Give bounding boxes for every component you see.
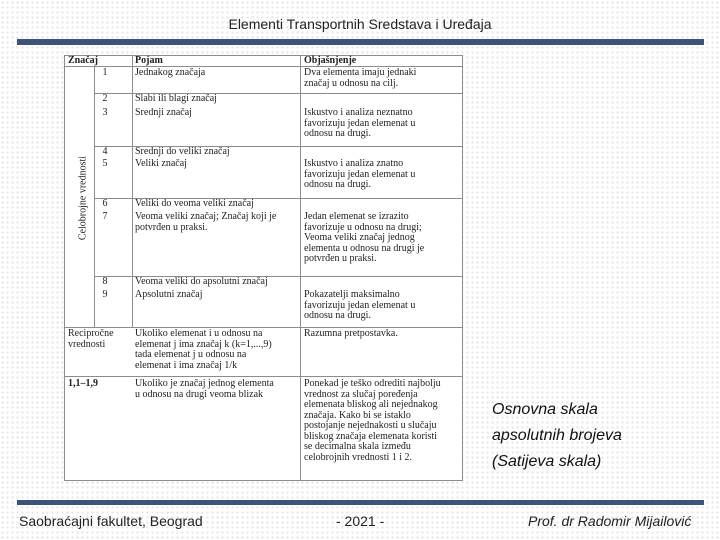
- row-term: Veoma veliki značaj; Značaj koji je potvrđen u praksi.: [135, 211, 277, 233]
- row-term: Veliki do veoma veliki značaj: [135, 198, 254, 209]
- row-explanation: Pokazatelji maksimalno favorizuju jedan elemenat u odnosu na drugi.: [304, 289, 416, 321]
- row-term: Veliki značaj: [135, 158, 187, 169]
- row-group-label: [76, 153, 90, 243]
- decimal-explanation: Ponekad je teško odrediti najbolju vrednost za slučaj poređenja elemenata bliskog ali nejednakog značaja. Kako bi se istaklo postojanje nejednakosti u slučaju bliskog značaja elemenata koristi se decimalna skala između celobrojnih vrednosti 1 i 2.: [304, 378, 441, 463]
- col-header-importance: Značaj: [68, 55, 98, 66]
- scale-caption: [492, 397, 692, 475]
- scale-caption-line: (Satijeva skala): [492, 453, 602, 470]
- slide-title: Elementi Transportnih Sredstava i Uređaja: [228, 16, 492, 32]
- col-header-term: Pojam: [135, 55, 163, 66]
- row-number: 3: [102, 107, 108, 118]
- scale-caption-line: Osnovna skala: [492, 401, 598, 418]
- row-explanation: Iskustvo i analiza znatno favorizuju jedan elemenat u odnosu na drugi.: [304, 158, 416, 190]
- top-divider-bar: [17, 39, 704, 45]
- table-rule: [132, 55, 133, 327]
- row-number: 1: [102, 67, 108, 78]
- row-explanation: Jedan elemenat se izrazito favorizuje u odnosu na drugi; Veoma veliki značaj jednog elementa u odnosu na drugi je potvrđen u praksi.: [304, 211, 425, 264]
- row-term: Slabi ili blagi značaj: [135, 93, 217, 104]
- row-number: 8: [102, 276, 108, 287]
- row-explanation: Dva elementa imaju jednaki značaj u odnosu na cilj.: [304, 67, 417, 89]
- row-number: 2: [102, 93, 108, 104]
- row-group-label-text: Celobrojne vrednosti: [77, 155, 89, 241]
- table-rule: [64, 376, 463, 377]
- footer-faculty: Saobraćajni fakultet, Beograd: [19, 513, 203, 529]
- row-number: 6: [102, 198, 108, 209]
- row-number: 7: [102, 211, 108, 222]
- row-number: 4: [102, 146, 108, 157]
- footer-year: - 2021 -: [336, 513, 385, 529]
- row-term: Apsolutni značaj: [135, 289, 203, 300]
- reciprocal-label: Recipročne vrednosti: [68, 328, 114, 350]
- footer-author: Prof. dr Radomir Mijailović: [528, 513, 692, 529]
- table-rule: [300, 55, 301, 481]
- decimal-label: 1,1–1,9: [68, 378, 98, 389]
- row-term: Srednji do veliki značaj: [135, 146, 230, 157]
- row-term: Srednji značaj: [135, 107, 192, 118]
- reciprocal-explanation: Razumna pretpostavka.: [304, 328, 398, 339]
- table-rule: [64, 327, 463, 328]
- row-number: 9: [102, 289, 108, 300]
- col-header-explanation: Objašnjenje: [304, 55, 357, 66]
- row-term: Veoma veliki do apsolutni značaj: [135, 276, 268, 287]
- row-explanation: Iskustvo i analiza neznatno favorizuju jedan elemenat u odnosu na drugi.: [304, 107, 416, 139]
- row-term: Jednakog značaja: [135, 67, 206, 78]
- reciprocal-term: Ukoliko elemenat i u odnosu na elemenat j ima značaj k (k=1,...,9) tada elemenat j u odnosu na elemenat i ima značaj 1/k: [135, 328, 272, 371]
- bottom-divider-bar: [17, 500, 704, 505]
- table-rule: [94, 66, 95, 327]
- decimal-term: Ukoliko je značaj jednog elementa u odnosu na drugi veoma blizak: [135, 378, 274, 400]
- scale-caption-line: apsolutnih brojeva: [492, 427, 622, 444]
- row-number: 5: [102, 158, 108, 169]
